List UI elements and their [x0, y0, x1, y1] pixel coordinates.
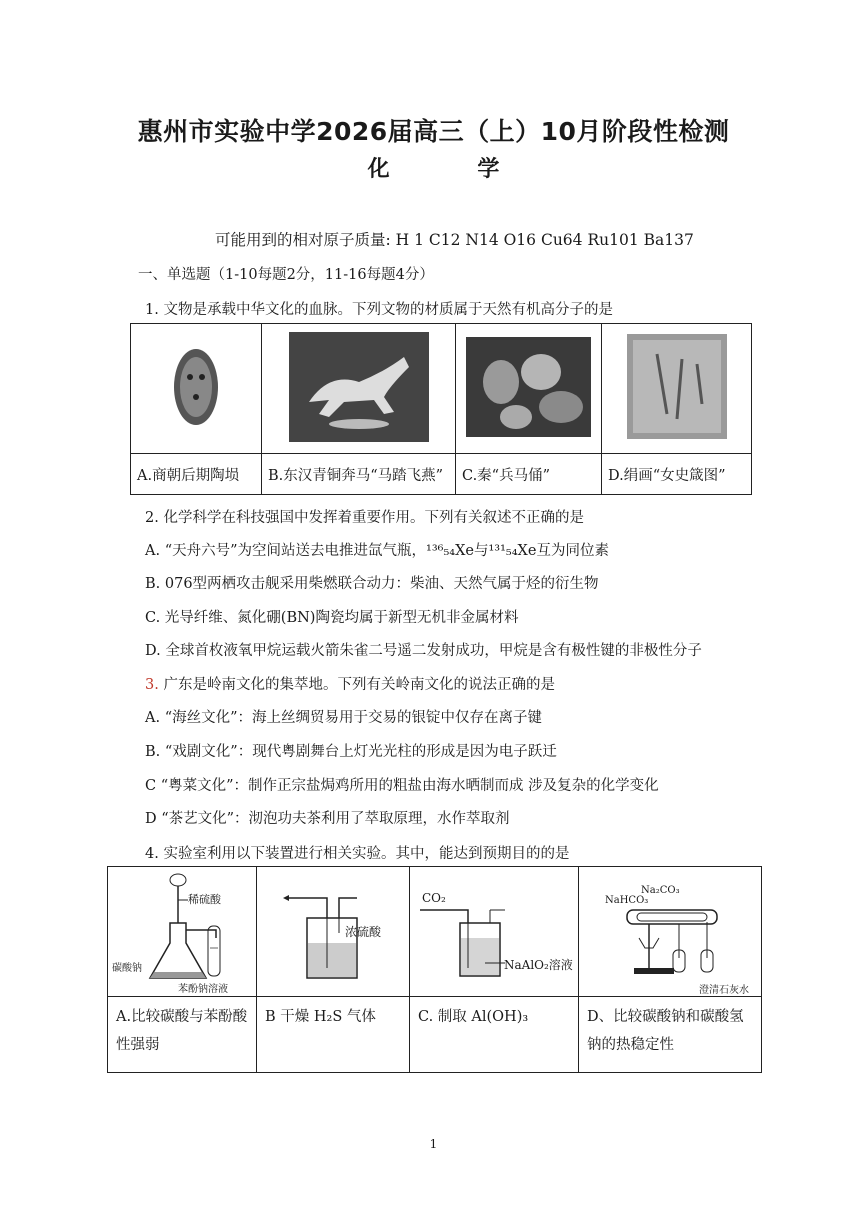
- gas-washing-bottle-icon: [257, 868, 409, 996]
- q2-option-c: C. 光导纤维、氮化硼(BN)陶瓷均属于新型无机非金属材料: [145, 610, 519, 626]
- flask-apparatus-icon: [108, 868, 256, 996]
- q2-stem: 2. 化学科学在科技强国中发挥着重要作用。下列有关叙述不正确的是: [145, 510, 584, 526]
- q4-apparatus-d: [579, 867, 762, 997]
- q3-stem-text: 广东是岭南文化的集萃地。下列有关岭南文化的说法正确的是: [163, 677, 555, 693]
- q3-number: 3.: [145, 677, 159, 693]
- q4-apparatus-a: [108, 867, 257, 997]
- q2-option-b: B. 076型两栖攻击舰采用柴燃联合动力：柴油、天然气属于烃的衍生物: [145, 576, 599, 592]
- label-sodium-carbonate: 碳酸钠: [112, 963, 142, 974]
- co2-bubbling-bottle-icon: [410, 868, 578, 996]
- q2-option-a: A. “天舟六号”为空间站送去电推进氙气瓶，¹³⁶₅₄Xe与¹³¹₅₄Xe互为同位素: [145, 543, 609, 559]
- q1-stem: 1. 文物是承载中华文化的血脉。下列文物的材质属于天然有机高分子的是: [145, 302, 613, 318]
- q1-option-c: C.秦“兵马俑”: [456, 454, 602, 495]
- q4-option-d: D、比较碳酸钠和碳酸氢钠的热稳定性: [579, 997, 762, 1073]
- page-number: 1: [429, 1137, 438, 1151]
- label-na2co3: Na₂CO₃: [641, 885, 680, 896]
- label-dilute-sulfuric-acid: 稀硫酸: [188, 893, 221, 906]
- q4-option-a: A.比较碳酸与苯酚酸性强弱: [108, 997, 257, 1073]
- q3-stem: [145, 673, 555, 694]
- q1-image-b: [262, 324, 456, 454]
- atomic-masses: 可能用到的相对原子质量: H 1 C12 N14 O16 Cu64 Ru101 Ba137: [215, 231, 694, 249]
- q3-option-d: D “茶艺文化”：沏泡功夫茶利用了萃取原理，水作萃取剂: [145, 811, 510, 827]
- q4-table: [107, 866, 762, 1073]
- q2-option-d: D. 全球首枚液氧甲烷运载火箭朱雀二号遥二发射成功，甲烷是含有极性键的非极性分子: [145, 643, 702, 659]
- bronze-horse-icon: [289, 332, 429, 442]
- q1-option-a: A.商朝后期陶埙: [131, 454, 262, 495]
- section-heading: 一、单选题（1-10每题2分，11-16每题4分）: [138, 267, 434, 283]
- q3-option-a: A. “海丝文化”：海上丝绸贸易用于交易的银锭中仅存在离子键: [145, 710, 543, 726]
- terracotta-army-icon: [466, 337, 591, 437]
- q3-option-c: C “粤菜文化”：制作正宗盐焗鸡所用的粗盐由海水晒制而成 涉及复杂的化学变化: [145, 778, 659, 794]
- label-sodium-phenolate: 苯酚钠溶液: [178, 984, 228, 995]
- q4-option-b: B 干燥 H₂S 气体: [257, 997, 410, 1073]
- q1-table: [130, 323, 752, 495]
- label-co2: CO₂: [422, 891, 446, 905]
- q1-option-d: D.绢画“女史箴图”: [602, 454, 752, 495]
- label-nahco3: NaHCO₃: [605, 895, 649, 906]
- q4-apparatus-c: [410, 867, 579, 997]
- q1-image-a: [131, 324, 262, 454]
- q4-stem: 4. 实验室利用以下装置进行相关实验。其中，能达到预期目的的是: [145, 846, 570, 862]
- silk-painting-icon: [627, 334, 727, 439]
- subject-title: 化 学: [367, 157, 540, 182]
- pottery-xun-icon: [166, 342, 226, 432]
- page-title: 惠州市实验中学2026届高三（上）10月阶段性检测: [137, 117, 730, 146]
- q1-image-c: [456, 324, 602, 454]
- label-limewater: 澄清石灰水: [699, 985, 749, 996]
- label-conc-sulfuric-acid: 浓硫酸: [345, 925, 382, 939]
- q4-apparatus-b: [257, 867, 410, 997]
- q1-option-b: B.东汉青铜奔马“马踏飞燕”: [262, 454, 456, 495]
- q4-option-c: C. 制取 Al(OH)₃: [410, 997, 579, 1073]
- q1-image-d: [602, 324, 752, 454]
- label-naalo2-solution: NaAlO₂溶液: [504, 958, 573, 972]
- q3-option-b: B. “戏剧文化”：现代粤剧舞台上灯光光柱的形成是因为电子跃迁: [145, 744, 557, 760]
